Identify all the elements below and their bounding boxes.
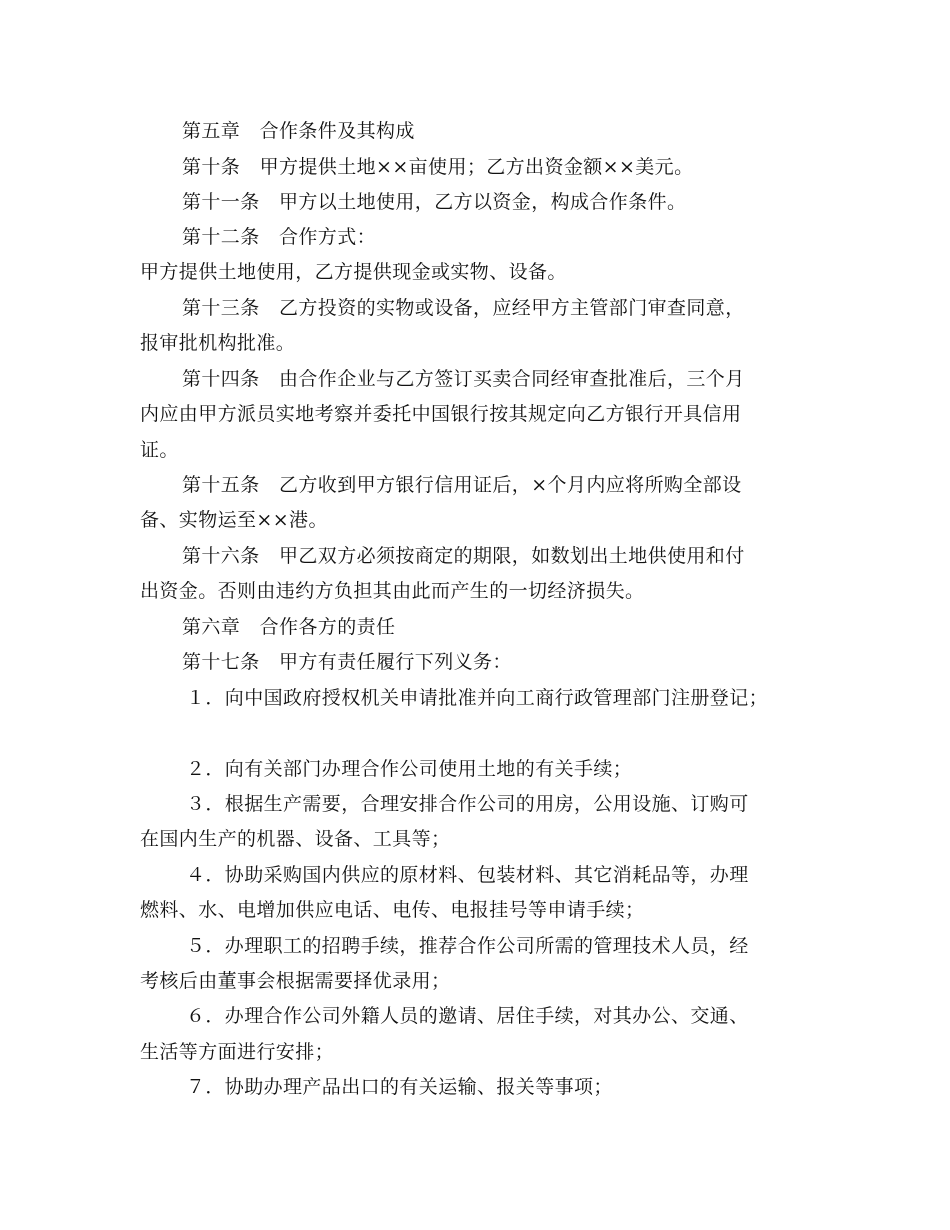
list-item-4-line-2: 燃料、水、电增加供应电话、电传、电报挂号等申请手续； — [140, 899, 645, 921]
article-14-line-3: 证。 — [140, 439, 179, 461]
article-12: 第十二条 合作方式： — [182, 226, 377, 248]
article-15-line-2: 备、实物运至××港。 — [140, 509, 328, 531]
list-item-4-line-1: ４．协助采购国内供应的原材料、包装材料、其它消耗品等，办理 — [186, 864, 749, 886]
list-item-1: １．向中国政府授权机关申请批准并向工商行政管理部门注册登记； — [186, 687, 769, 709]
article-16-line-2: 出资金。否则由违约方负担其由此而产生的一切经济损失。 — [140, 580, 645, 602]
list-item-6-line-1: ６．办理合作公司外籍人员的邀请、居住手续，对其办公、交通、 — [186, 1005, 749, 1027]
article-16-line-1: 第十六条 甲乙双方必须按商定的期限，如数划出土地供使用和付 — [182, 545, 745, 567]
list-item-3-line-1: ３．根据生产需要，合理安排合作公司的用房，公用设施、订购可 — [186, 793, 749, 815]
article-14-line-2: 内应由甲方派员实地考察并委托中国银行按其规定向乙方银行开具信用 — [140, 403, 742, 425]
list-item-6-line-2: 生活等方面进行安排； — [140, 1041, 335, 1063]
article-10: 第十条 甲方提供土地××亩使用；乙方出资金额××美元。 — [182, 156, 694, 178]
article-14-line-1: 第十四条 由合作企业与乙方签订买卖合同经审查批准后，三个月 — [182, 368, 745, 390]
article-13-line-1: 第十三条 乙方投资的实物或设备，应经甲方主管部门审查同意， — [182, 297, 745, 319]
chapter-6-heading: 第六章 合作各方的责任 — [182, 616, 396, 638]
list-item-3-line-2: 在国内生产的机器、设备、工具等； — [140, 828, 451, 850]
list-item-5-line-2: 考核后由董事会根据需要择优录用； — [140, 970, 451, 992]
article-11: 第十一条 甲方以土地使用，乙方以资金，构成合作条件。 — [182, 191, 687, 213]
article-12-text: 甲方提供土地使用，乙方提供现金或实物、设备。 — [140, 261, 567, 283]
article-13-line-2: 报审批机构批准。 — [140, 332, 296, 354]
article-15-line-1: 第十五条 乙方收到甲方银行信用证后，×个月内应将所购全部设 — [182, 474, 742, 496]
list-item-7: ７．协助办理产品出口的有关运输、报关等事项； — [186, 1076, 613, 1098]
article-17: 第十七条 甲方有责任履行下列义务： — [182, 651, 512, 673]
chapter-5-heading: 第五章 合作条件及其构成 — [182, 120, 415, 142]
list-item-2: ２．向有关部门办理合作公司使用土地的有关手续； — [186, 758, 633, 780]
list-item-5-line-1: ５．办理职工的招聘手续，推荐合作公司所需的管理技术人员，经 — [186, 935, 749, 957]
